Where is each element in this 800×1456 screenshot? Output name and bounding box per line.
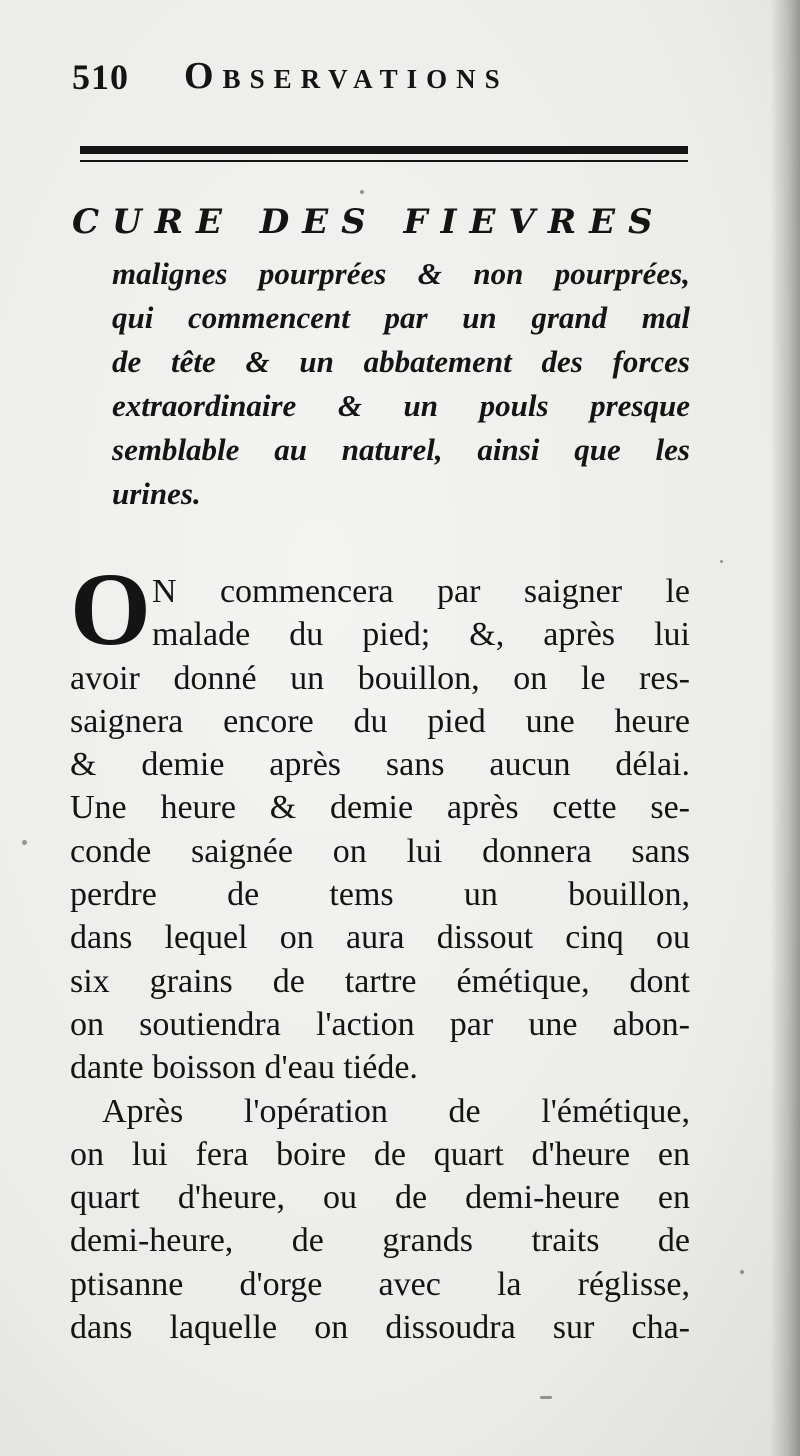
paragraph-line: on lui fera boire de quart d'heure en bbox=[70, 1135, 690, 1173]
paragraph-line: N commencera par saigner le bbox=[152, 573, 690, 610]
subheading-line: qui commencent par un grand mal bbox=[112, 300, 690, 335]
page-edge-shadow bbox=[770, 0, 800, 1456]
subheading-line: de tête & un abbatement des forces bbox=[112, 344, 690, 379]
running-head bbox=[72, 48, 692, 108]
body-text bbox=[70, 570, 690, 1349]
subheading-line: urines. bbox=[112, 476, 201, 511]
paragraph-line: on soutiendra l'action par une abon- bbox=[70, 1005, 690, 1043]
running-title: Observations bbox=[184, 55, 509, 97]
section-subheading bbox=[112, 252, 690, 516]
paragraph-line: conde saignée on lui donnera sans bbox=[70, 832, 690, 870]
page-number: 510 bbox=[72, 57, 129, 97]
paragraph-line: ptisanne d'orge avec la réglisse, bbox=[70, 1265, 690, 1303]
paper-speck bbox=[740, 1270, 744, 1274]
header-rule-thin bbox=[80, 160, 688, 162]
paragraph-line: Une heure & demie après cette se- bbox=[70, 789, 690, 827]
paragraph-line: saignera encore du pied une heure bbox=[70, 702, 690, 740]
paragraph-line: perdre de tems un bouillon, bbox=[70, 876, 690, 914]
paragraph-line: Après l'opération de l'émétique, bbox=[102, 1092, 690, 1130]
paper-speck bbox=[360, 190, 364, 194]
paper-speck bbox=[720, 560, 723, 563]
header-rule-thick bbox=[80, 146, 688, 154]
section-heading: CURE DES FIEVRES bbox=[72, 202, 666, 242]
subheading-line: semblable au naturel, ainsi que les bbox=[112, 432, 690, 467]
paragraph-line: quart d'heure, ou de demi-heure en bbox=[70, 1179, 690, 1217]
paragraph-line: dans lequel on aura dissout cinq ou bbox=[70, 919, 690, 957]
paragraph-line: malade du pied; &, après lui bbox=[152, 616, 690, 654]
subheading-line: malignes pourprées & non pourprées, bbox=[112, 256, 690, 291]
drop-cap: O bbox=[70, 552, 151, 667]
paragraph-line: dans laquelle on dissoudra sur cha- bbox=[70, 1309, 690, 1347]
paragraph-line: & demie après sans aucun délai. bbox=[70, 746, 690, 784]
paper-speck bbox=[22, 840, 27, 845]
subheading-line: extraordinaire & un pouls presque bbox=[112, 388, 690, 423]
paragraph-line: six grains de tartre émétique, dont bbox=[70, 962, 690, 1000]
paragraph-line: avoir donné un bouillon, on le res- bbox=[70, 659, 690, 697]
paragraph-line: dante boisson d'eau tiéde. bbox=[70, 1049, 418, 1087]
paper-speck bbox=[540, 1396, 552, 1399]
paragraph-line: demi-heure, de grands traits de bbox=[70, 1222, 690, 1260]
